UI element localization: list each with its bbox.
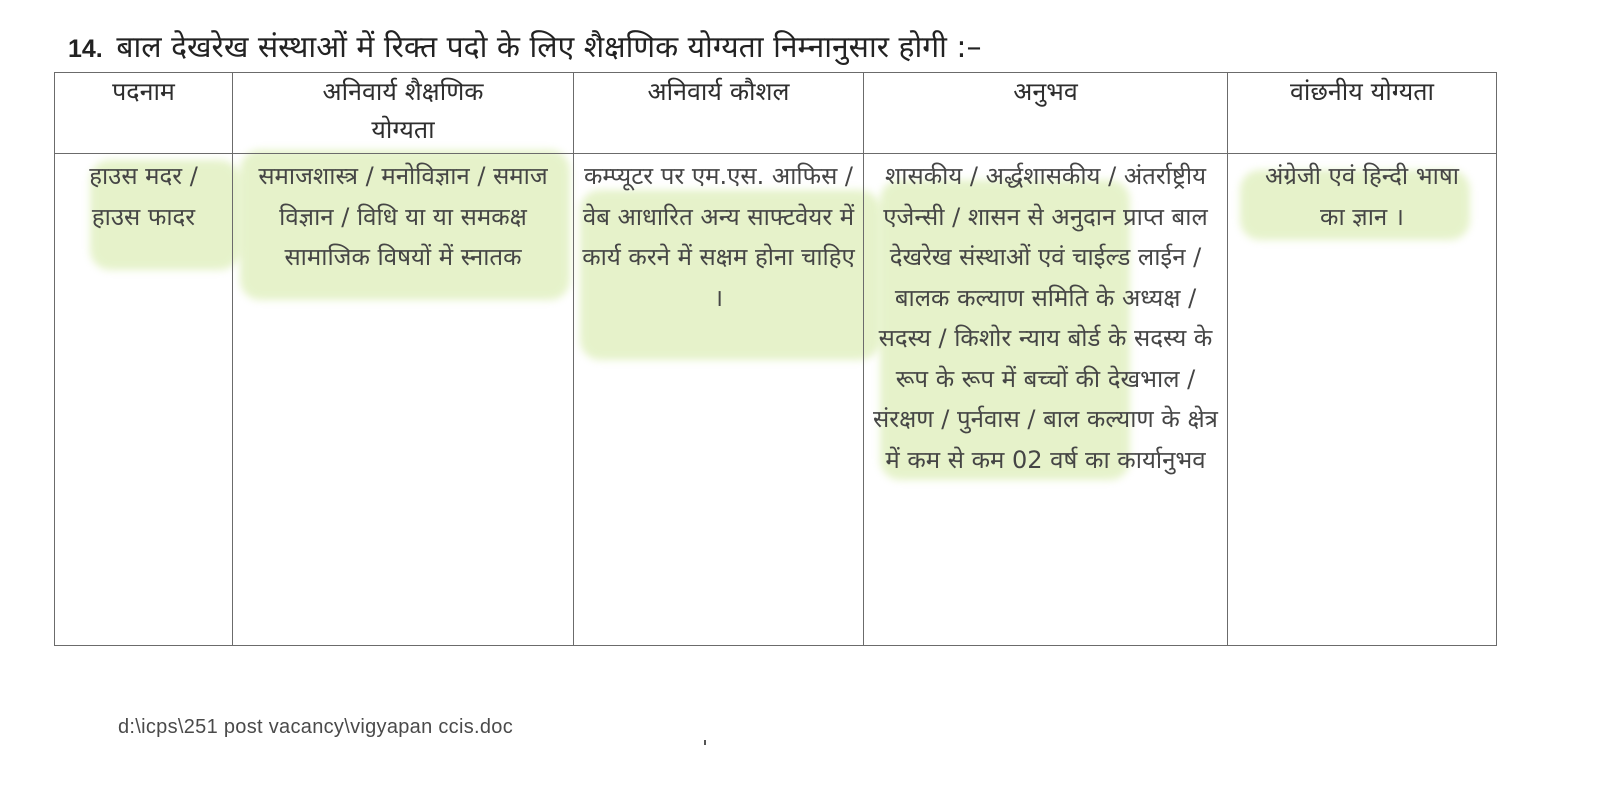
table-header-row	[55, 73, 1497, 154]
header-post: पदनाम	[55, 73, 233, 154]
header-experience: अनुभव	[864, 73, 1228, 154]
cell-experience: शासकीय / अर्द्धशासकीय / अंतर्राष्ट्रीय एजेन्सी / शासन से अनुदान प्राप्त बाल देखरेख संस्थाओं एवं चाईल्ड लाईन / बालक कल्याण समिति के अध्यक्ष / सदस्य / किशोर न्याय बोर्ड के सदस्य के रूप के रूप में बच्चों की देखभाल / संरक्षण / पुर्नवास / बाल कल्याण के क्षेत्र में कम से कम 02 वर्ष का कार्यानुभव	[864, 154, 1228, 646]
section-number: 14.	[68, 35, 103, 63]
file-path-footer: d:\icps\251 post vacancy\vigyapan ccis.doc	[118, 716, 514, 738]
cell-education: समाजशास्त्र / मनोविज्ञान / समाज विज्ञान / विधि या या समकक्ष सामाजिक विषयों में स्नातक	[233, 154, 574, 646]
table-row	[55, 154, 1497, 646]
scan-speck	[704, 740, 706, 745]
qualification-table	[54, 72, 1497, 646]
header-education: अनिवार्य शैक्षणिक योग्यता	[233, 73, 574, 154]
header-preferred: वांछनीय योग्यता	[1228, 73, 1497, 154]
section-heading	[68, 28, 982, 69]
cell-post: हाउस मदर / हाउस फादर	[55, 154, 233, 646]
cell-skill: कम्प्यूटर पर एम.एस. आफिस / वेब आधारित अन्य साफ्टवेयर में कार्य करने में सक्षम होना चाहिए ।	[574, 154, 864, 646]
cell-preferred: अंग्रेजी एवं हिन्दी भाषा का ज्ञान ।	[1228, 154, 1497, 646]
section-heading-text: बाल देखरेख संस्थाओं में रिक्त पदो के लिए शैक्षणिक योग्यता निम्नानुसार होगी :–	[116, 30, 982, 65]
header-skill: अनिवार्य कौशल	[574, 73, 864, 154]
